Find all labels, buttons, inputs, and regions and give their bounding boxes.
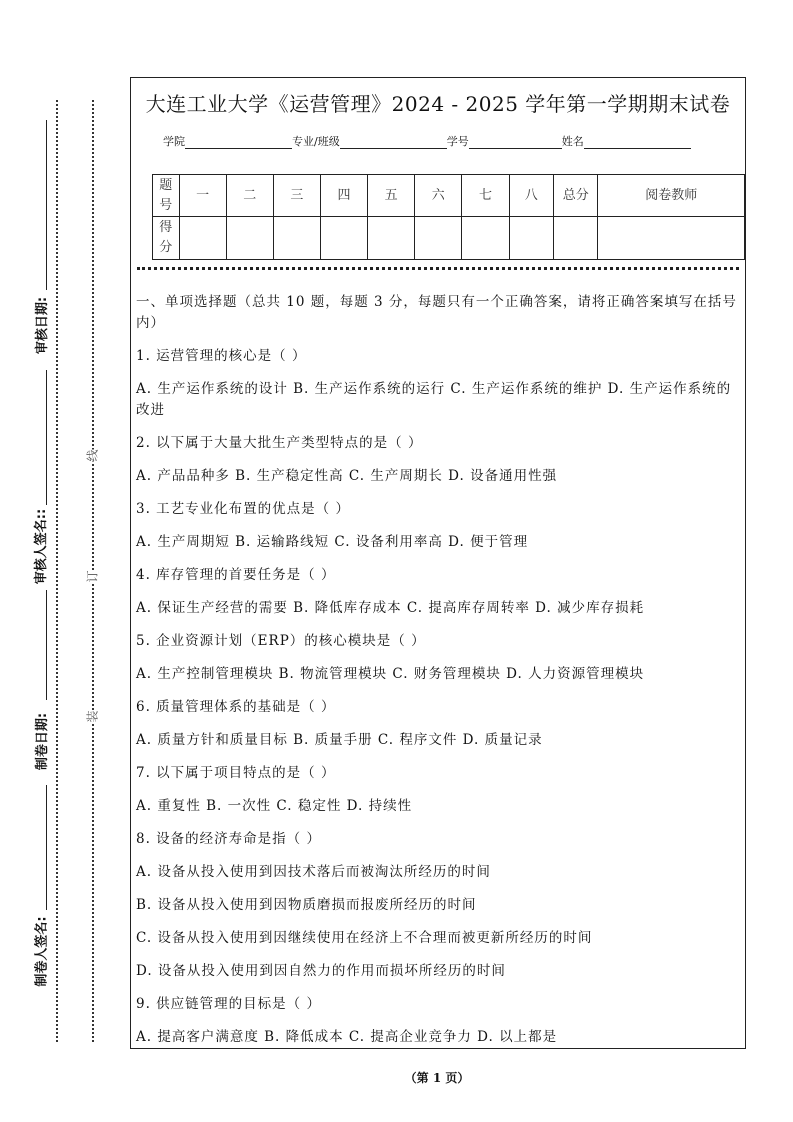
student-info	[163, 133, 691, 149]
binding-line-outer	[56, 100, 58, 1042]
name-label: 姓名	[561, 135, 584, 148]
column-header: 八	[509, 175, 553, 217]
question-options: D. 设备从投入使用到因自然力的作用而损坏所经历的时间	[136, 963, 506, 979]
page-number: （第 1 页）	[404, 1071, 470, 1085]
question-text: 2. 以下属于大量大批生产类型特点的是（ ）	[136, 435, 423, 451]
column-header: 总分	[553, 175, 597, 217]
score-cell[interactable]	[509, 217, 553, 260]
reviewer-signature-label: 审核人签名::	[34, 508, 50, 585]
score-cell[interactable]	[598, 217, 745, 260]
review-date-label: 审核日期:	[35, 296, 51, 355]
section-heading: 一、单项选择题（总共 10 题，每题 3 分，每题只有一个正确答案，请将正确答案填写在括号内）	[136, 294, 737, 331]
column-header: 一	[179, 175, 226, 217]
question-options: B. 设备从投入使用到因物质磨损而报废所经历的时间	[136, 897, 477, 913]
question-options: A. 产品品种多 B. 生产稳定性高 C. 生产周期长 D. 设备通用性强	[136, 468, 558, 484]
score-cell[interactable]	[226, 217, 273, 260]
score-cell[interactable]	[273, 217, 320, 260]
column-header: 三	[273, 175, 320, 217]
question-text: 4. 库存管理的首要任务是（ ）	[136, 567, 336, 583]
question-text: 7. 以下属于项目特点的是（ ）	[136, 765, 336, 781]
row-header: 题号	[153, 175, 180, 217]
column-header: 七	[462, 175, 509, 217]
question-text: 5. 企业资源计划（ERP）的核心模块是（ ）	[136, 633, 426, 649]
question-options: A. 生产周期短 B. 运输路线短 C. 设备利用率高 D. 便于管理	[136, 534, 529, 550]
dotted-divider	[137, 267, 739, 270]
binding-mark-bind: 装	[85, 710, 100, 723]
question-options: A. 质量方针和质量目标 B. 质量手册 C. 程序文件 D. 质量记录	[136, 732, 543, 748]
binding-mark-line: 线	[85, 449, 100, 462]
question-options: A. 设备从投入使用到因技术落后而被淘汰所经历的时间	[136, 864, 491, 880]
student-id-label: 学号	[446, 135, 469, 148]
underline	[46, 120, 47, 290]
question-text: 3. 工艺专业化布置的优点是（ ）	[136, 501, 350, 517]
question-options: A. 重复性 B. 一次性 C. 稳定性 D. 持续性	[136, 798, 413, 814]
score-cell[interactable]	[553, 217, 597, 260]
question-text: 1. 运营管理的核心是（ ）	[136, 348, 307, 364]
question-options: A. 提高客户满意度 B. 降低成本 C. 提高企业竞争力 D. 以上都是	[136, 1029, 558, 1045]
table-row	[153, 217, 745, 260]
column-header: 五	[368, 175, 415, 217]
question-text: 9. 供应链管理的目标是（ ）	[136, 996, 321, 1012]
college-field[interactable]	[185, 136, 292, 149]
column-header: 二	[226, 175, 273, 217]
score-cell[interactable]	[462, 217, 509, 260]
question-options: A. 生产运作系统的设计 B. 生产运作系统的运行 C. 生产运作系统的维护 D. 生产运作系统的改进	[136, 381, 732, 418]
underline	[46, 590, 47, 700]
question-section	[136, 292, 740, 1060]
exam-page	[130, 77, 746, 1049]
question-text: 6. 质量管理体系的基础是（ ）	[136, 699, 336, 715]
underline	[46, 370, 47, 505]
question-options: A. 生产控制管理模块 B. 物流管理模块 C. 财务管理模块 D. 人力资源管理模块	[136, 666, 645, 682]
column-header: 阅卷教师	[598, 175, 745, 217]
college-label: 学院	[163, 135, 185, 148]
column-header: 六	[415, 175, 462, 217]
score-cell[interactable]	[368, 217, 415, 260]
question-text: 8. 设备的经济寿命是指（ ）	[136, 831, 321, 847]
score-cell[interactable]	[179, 217, 226, 260]
row-header: 得分	[153, 217, 180, 260]
student-id-field[interactable]	[469, 136, 562, 149]
question-options: A. 保证生产经营的需要 B. 降低库存成本 C. 提高库存周转率 D. 减少库存损耗	[136, 600, 645, 616]
score-cell[interactable]	[320, 217, 367, 260]
underline	[46, 785, 47, 910]
compiler-signature-label: 制卷人签名:	[34, 916, 50, 987]
major-class-label: 专业/班级	[292, 135, 340, 148]
question-options: C. 设备从投入使用到因继续使用在经济上不合理而被更新所经历的时间	[136, 930, 593, 946]
name-field[interactable]	[584, 136, 691, 149]
column-header: 四	[320, 175, 367, 217]
exam-title: 大连工业大学《运营管理》2024 - 2025 学年第一学期期末试卷	[145, 92, 731, 116]
binding-mark-staple: 订	[85, 570, 100, 583]
score-cell[interactable]	[415, 217, 462, 260]
compile-date-label: 制卷日期:	[35, 712, 51, 771]
score-table	[152, 174, 745, 260]
table-row	[153, 175, 745, 217]
question-list	[136, 346, 740, 1048]
major-class-field[interactable]	[340, 136, 447, 149]
